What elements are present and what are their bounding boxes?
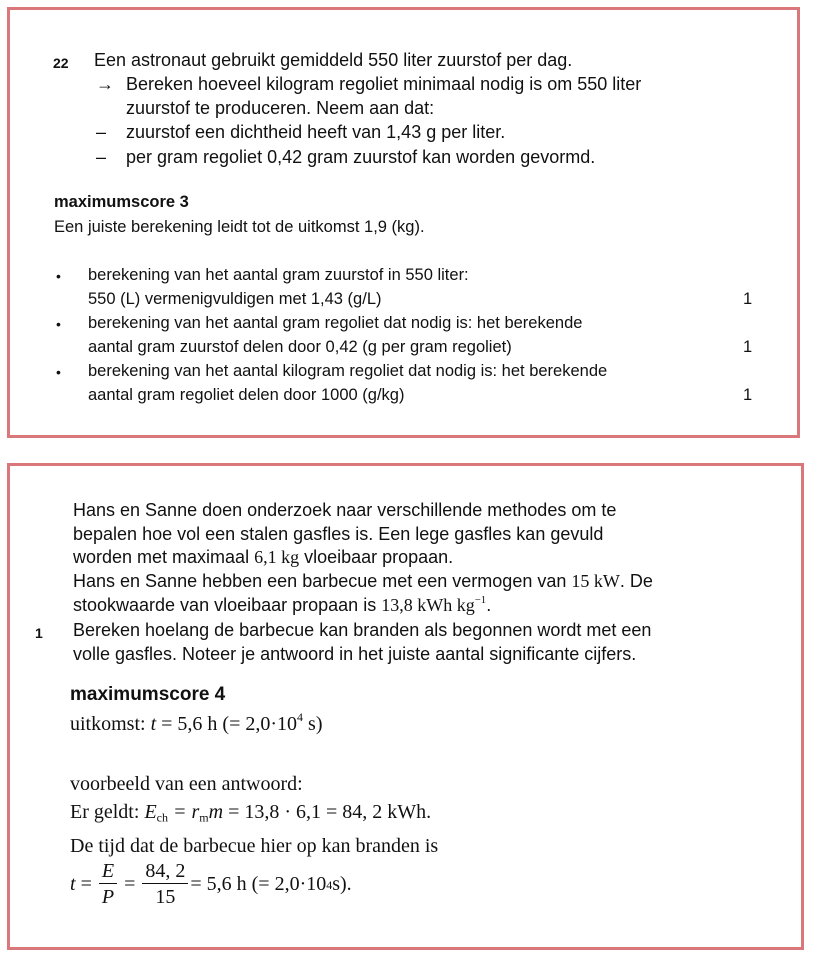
time-formula: t = $\frac{E}{P}$ = $\frac{84, 2}{15}$ = 5,6 h (= 2,0·10 4 s).	[70, 860, 352, 908]
assumption-2: per gram regoliet 0,42 gram zuurstof kan worden gevormd.	[126, 147, 596, 167]
criterion-3-points: 1	[743, 386, 753, 404]
criterion-2-line-2: aantal gram zuurstof delen door 0,42 (g per gram regoliet)	[88, 338, 512, 356]
bullet-marker: •	[56, 268, 61, 284]
criterion-3-line-1: berekening van het aantal kilogram regoliet dat nodig is: het berekende	[88, 362, 608, 380]
dash-marker: –	[96, 122, 107, 142]
criterion-1-line-1: berekening van het aantal gram zuurstof in 550 liter:	[88, 266, 469, 284]
answer-key-card-22	[7, 7, 800, 438]
dash-marker: –	[96, 147, 107, 167]
time-sentence: De tijd dat de barbecue hier op kan branden is	[70, 835, 439, 857]
mass-value: 6,1 kg	[254, 547, 300, 567]
bullet-marker: •	[56, 316, 61, 332]
intro-line-3: worden met maximaal 6,1 kg vloeibaar propaan.	[73, 547, 454, 567]
fraction-e-over-p: $\frac{E}{P}$	[99, 859, 117, 910]
heat-value: 13,8 kWh $kg^{-1}$	[381, 593, 487, 615]
correct-result: Een juiste berekening leidt tot de uitkomst 1,9 (kg).	[54, 218, 425, 236]
criterion-1-points: 1	[743, 290, 753, 308]
criterion-2-points: 1	[743, 338, 753, 356]
bullet-marker: •	[56, 364, 61, 380]
criterion-1-line-2: 550 (L) vermenigvuldigen met 1,43 (g/L)	[88, 290, 382, 308]
question-number: 1	[35, 625, 43, 641]
question-line-2: volle gasfles. Noteer je antwoord in het juiste aantal significante cijfers.	[73, 644, 637, 664]
score-heading: maximumscore 3	[54, 193, 189, 211]
task-line-2: zuurstof te produceren. Neem aan dat:	[126, 98, 435, 118]
task-line-1: Bereken hoeveel kilogram regoliet minimaal nodig is om 550 liter	[126, 74, 642, 94]
energy-equation: Er geldt: $E_{ch} = r_mm = 13,8 \cdot 6,1 = 84$, 2 kWh.	[70, 801, 432, 825]
score-heading: maximumscore 4	[70, 684, 226, 705]
answer-key-card-1	[7, 463, 804, 950]
question-text: Een astronaut gebruikt gemiddeld 550 liter zuurstof per dag.	[94, 50, 573, 70]
intro-line-1: Hans en Sanne doen onderzoek naar verschillende methodes om te	[73, 500, 617, 520]
power-value: 15 kW	[571, 571, 620, 591]
question-line-1: Bereken hoelang de barbecue kan branden als begonnen wordt met een	[73, 620, 652, 640]
criterion-3-line-2: aantal gram regoliet delen door 1000 (g/kg)	[88, 386, 405, 404]
criterion-2-line-1: berekening van het aantal gram regoliet dat nodig is: het berekende	[88, 314, 583, 332]
fraction-values: $\frac{84, 2}{15}$	[142, 859, 188, 910]
arrow-icon: →	[96, 74, 114, 94]
intro-line-5: stookwaarde van vloeibaar propaan is 13,8 kWh $kg^{-1}$.	[73, 593, 492, 615]
question-number: 22	[53, 55, 69, 71]
example-heading: voorbeeld van een antwoord:	[70, 773, 303, 795]
intro-line-4: Hans en Sanne hebben een barbecue met een vermogen van 15 kW. De	[73, 571, 653, 591]
result-line: uitkomst: t = 5,6 h (= $2,0\cdot 10^4$ s)	[70, 710, 323, 735]
assumption-1: zuurstof een dichtheid heeft van 1,43 g per liter.	[126, 122, 506, 142]
intro-line-2: bepalen hoe vol een stalen gasfles is. Een lege gasfles kan gevuld	[73, 524, 604, 544]
